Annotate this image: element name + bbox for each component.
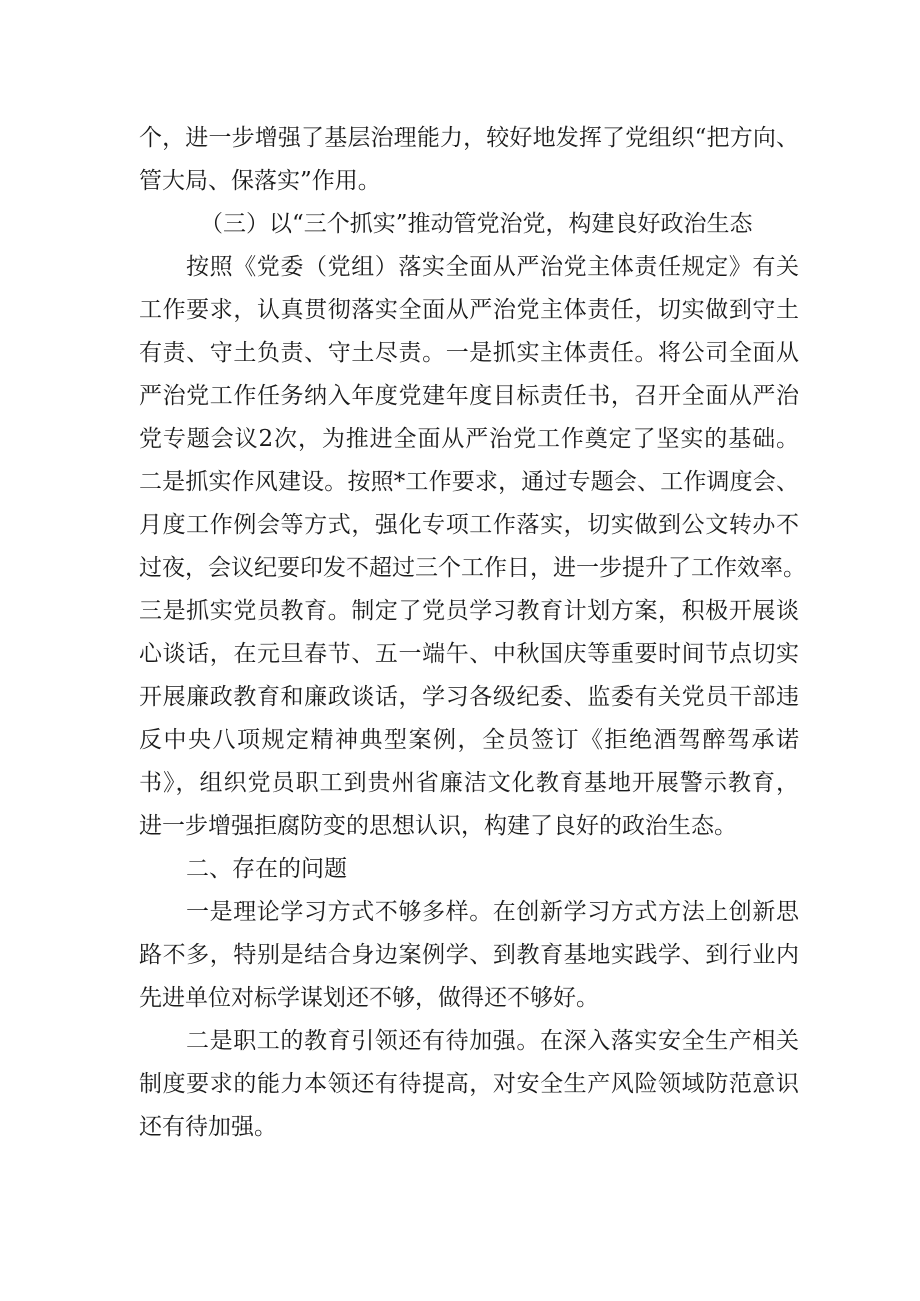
body-text-line: 月度工作例会等方式，强化专项工作落实，切实做到公文转办不 [139, 512, 799, 538]
body-text-line: 工作要求，认真贯彻落实全面从严治党主体责任，切实做到守土 [139, 297, 799, 323]
body-text-line: 二是抓实作风建设。按照*工作要求，通过专题会、工作调度会、 [139, 469, 799, 495]
body-text-line: 严治党工作任务纳入年度党建年度目标责任书，召开全面从严治 [139, 383, 799, 409]
body-text-line: 心谈话，在元旦春节、五一端午、中秋国庆等重要时间节点切实 [139, 641, 799, 667]
body-text-line: 先进单位对标学谋划还不够，做得还不够好。 [139, 985, 599, 1011]
section-subheading: （三）以“三个抓实”推动管党治党，构建良好政治生态 [200, 211, 753, 237]
body-text-line: 党专题会议2次，为推进全面从严治党工作奠定了坚实的基础。 [139, 426, 799, 452]
body-text-line: 制度要求的能力本领还有待提高，对安全生产风险领域防范意识 [139, 1071, 799, 1097]
paragraph-first-line: 二是职工的教育引领还有待加强。在深入落实安全生产相关 [186, 1028, 799, 1054]
body-text-line: 反中央八项规定精神典型案例，全员签订《拒绝酒驾醉驾承诺 [139, 727, 799, 753]
body-text-line: 书》，组织党员职工到贵州省廉洁文化教育基地开展警示教育， [139, 770, 799, 796]
section-heading: 二、存在的问题 [186, 856, 347, 882]
body-text-line: 路不多，特别是结合身边案例学、到教育基地实践学、到行业内 [139, 942, 799, 968]
body-text-line: 开展廉政教育和廉政谈话，学习各级纪委、监委有关党员干部违 [139, 684, 799, 710]
body-text-line: 过夜，会议纪要印发不超过三个工作日，进一步提升了工作效率。 [139, 555, 806, 581]
body-text-line: 三是抓实党员教育。制定了党员学习教育计划方案，积极开展谈 [139, 598, 799, 624]
body-text-line: 还有待加强。 [139, 1114, 277, 1140]
body-text-line: 进一步增强拒腐防变的思想认识，构建了良好的政治生态。 [139, 813, 737, 839]
paragraph-first-line: 按照《党委（党组）落实全面从严治党主体责任规定》有关 [186, 254, 799, 280]
paragraph-first-line: 一是理论学习方式不够多样。在创新学习方式方法上创新思 [186, 899, 799, 925]
body-text-line: 有责、守土负责、守土尽责。一是抓实主体责任。将公司全面从 [139, 340, 799, 366]
body-text-line: 管大局、保落实”作用。 [139, 168, 381, 194]
body-text-line: 个，进一步增强了基层治理能力，较好地发挥了党组织“把方向、 [139, 125, 799, 151]
